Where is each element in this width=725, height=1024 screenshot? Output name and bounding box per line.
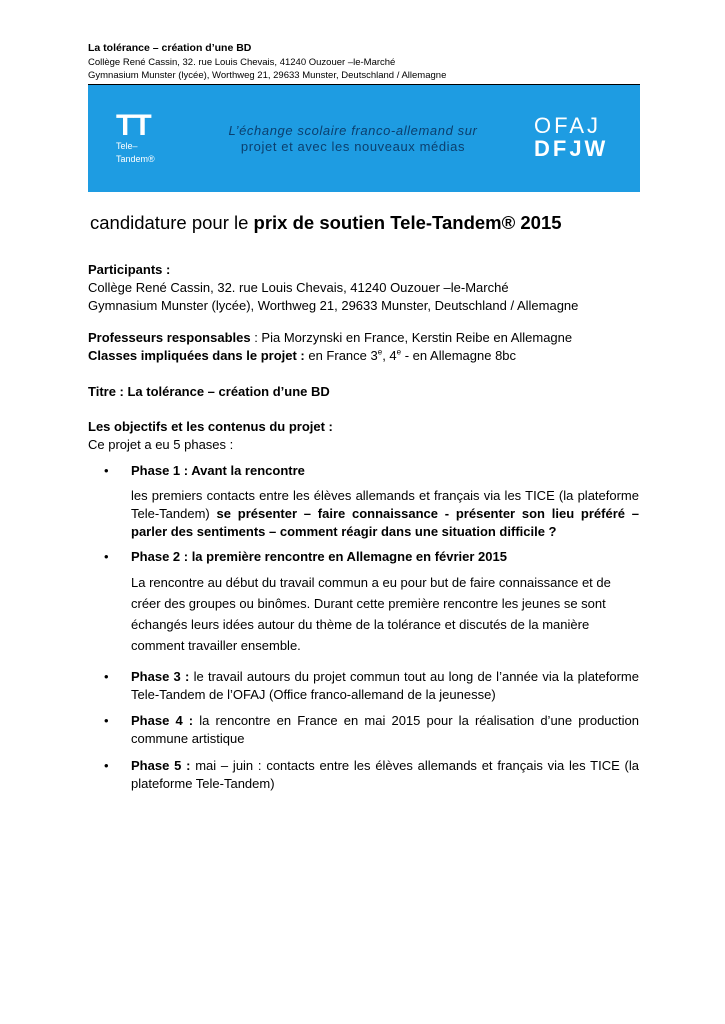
title-bold: prix de soutien Tele-Tandem® 2015 bbox=[253, 212, 562, 233]
phase5-bullet: • bbox=[104, 758, 109, 773]
ofaj-dfjw-logo bbox=[534, 114, 608, 160]
classes-text-c: - en Allemagne 8bc bbox=[401, 348, 517, 363]
phase1-text-regular: les premiers contacts entre les élèves allemands et français via les TICE (la plateforme Tele-Tandem) bbox=[131, 488, 639, 521]
page-title bbox=[90, 211, 562, 235]
tt-logo-line2: Tandem® bbox=[116, 154, 155, 164]
phase1-text bbox=[131, 487, 639, 541]
phase1-heading: Phase 1 : Avant la rencontre bbox=[131, 463, 305, 478]
objectives-label: Les objectifs et les contenus du projet : bbox=[88, 419, 333, 434]
classes-line bbox=[88, 347, 648, 365]
classes-sup-a: e bbox=[377, 347, 383, 357]
header-school-france: Collège René Cassin, 32. rue Louis Chevais, 41240 Ouzouer –le-Marché bbox=[88, 57, 396, 68]
phase2-bullet: • bbox=[104, 549, 109, 564]
teachers-section bbox=[88, 329, 648, 365]
tt-logo-line1: Tele– bbox=[116, 141, 138, 151]
page-header bbox=[88, 40, 648, 82]
ofaj-text: OFAJ bbox=[534, 113, 602, 138]
phase5-body: mai – juin : contacts entre les élèves allemands et français via les TICE (la plateforme Tele-Tandem) bbox=[131, 758, 639, 791]
slogan-line2: projet et avec les nouveaux médias bbox=[240, 139, 466, 154]
participants-section bbox=[88, 261, 648, 315]
teachers-label: Professeurs responsables bbox=[88, 330, 251, 345]
header-school-germany: Gymnasium Munster (lycée), Worthweg 21, 29633 Munster, Deutschland / Allemagne bbox=[88, 70, 447, 81]
header-title: La tolérance – création d’une BD bbox=[88, 42, 252, 54]
classes-label: Classes impliquées dans le projet : bbox=[88, 348, 305, 363]
phase4-bullet: • bbox=[104, 713, 109, 728]
slogan-line1: L’échange scolaire franco-allemand sur bbox=[228, 123, 478, 138]
phase4-body: la rencontre en France en mai 2015 pour la réalisation d’une production commune artistique bbox=[131, 713, 639, 746]
phase1-text-bold: se présenter – faire connaissance - présenter son lieu préféré – parler des sentiments – comment réagir dans une situation difficile ? bbox=[131, 506, 639, 539]
phase5-text bbox=[131, 757, 639, 793]
teachers-line bbox=[88, 329, 648, 347]
dfjw-text: DFJW bbox=[534, 136, 609, 161]
phase4-label: Phase 4 : bbox=[131, 713, 194, 728]
participant-germany: Gymnasium Munster (lycée), Worthweg 21, 29633 Munster, Deutschland / Allemagne bbox=[88, 298, 579, 313]
phase5-label: Phase 5 : bbox=[131, 758, 191, 773]
project-title-line: Titre : La tolérance – création d’une BD bbox=[88, 384, 330, 399]
tt-logo-mark: TT bbox=[116, 109, 151, 142]
phase3-label: Phase 3 : bbox=[131, 669, 190, 684]
objectives-intro: Ce projet a eu 5 phases : bbox=[88, 437, 234, 452]
participant-france: Collège René Cassin, 32. rue Louis Chevais, 41240 Ouzouer –le-Marché bbox=[88, 280, 509, 295]
teachers-value: : Pia Morzynski en France, Kerstin Reibe en Allemagne bbox=[250, 330, 573, 345]
participants-label: Participants : bbox=[88, 262, 171, 277]
phase3-body: le travail autours du projet commun tout au long de l’année via la plateforme Tele-Tandem de l’OFAJ (Office franco-allemand de la jeunesse) bbox=[131, 669, 639, 702]
classes-text-a: en France 3 bbox=[304, 348, 378, 363]
phase4-text bbox=[131, 712, 639, 748]
title-prefix: candidature pour le bbox=[90, 212, 254, 233]
banner-slogan bbox=[188, 123, 518, 155]
objectives-section bbox=[88, 418, 648, 454]
phase1-bullet: • bbox=[104, 463, 109, 478]
phase3-text bbox=[131, 668, 639, 704]
phase2-text: La rencontre au début du travail commun a eu pour but de faire connaissance et de créer des groupes ou binômes. Durant cette première rencontre les jeunes se sont échangés leurs idées autour du thème de la tolérance et discutés de la manière comment travailler ensemble. bbox=[131, 575, 611, 653]
classes-text-b: , 4 bbox=[382, 348, 397, 363]
tele-tandem-banner bbox=[88, 85, 640, 192]
phase2-heading: Phase 2 : la première rencontre en Allemagne en février 2015 bbox=[131, 549, 507, 564]
classes-sup-b: e bbox=[396, 347, 402, 357]
tele-tandem-logo bbox=[116, 109, 155, 165]
phase3-bullet: • bbox=[104, 669, 109, 684]
